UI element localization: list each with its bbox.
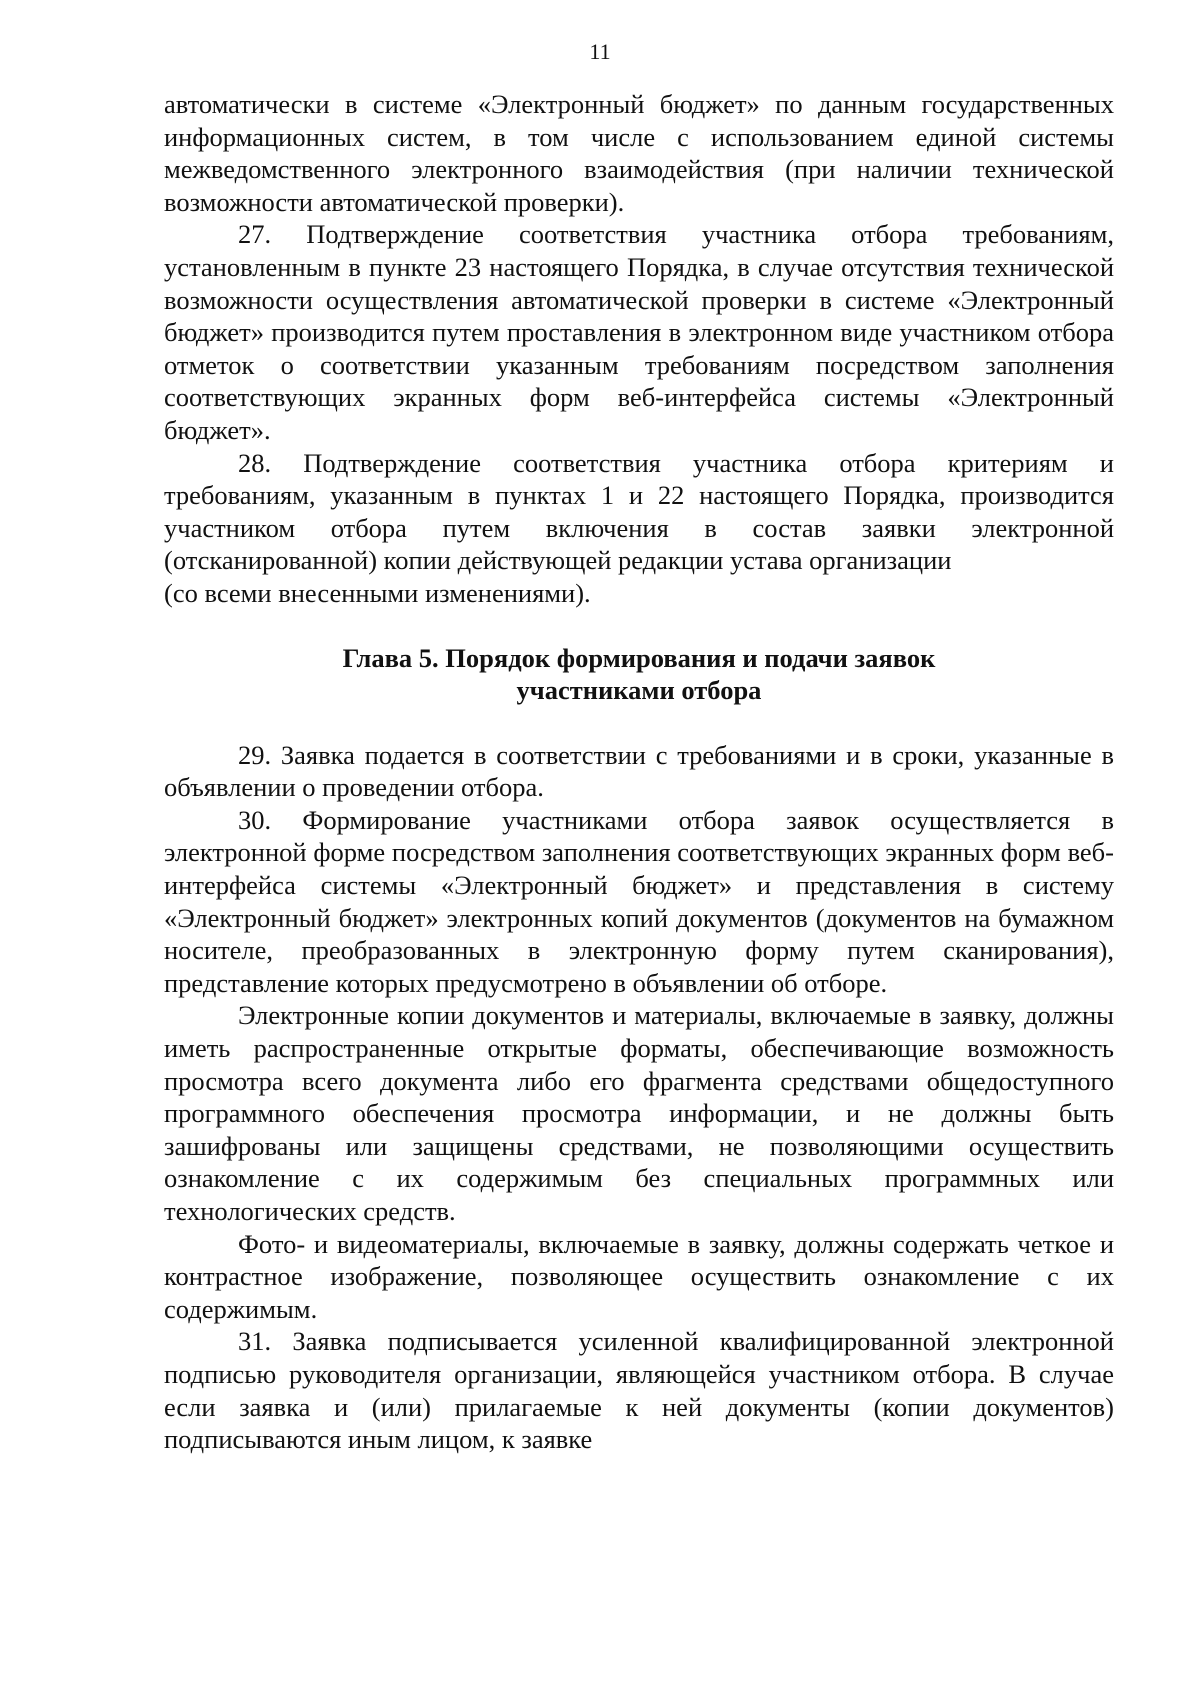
chapter-heading: [164, 642, 1114, 707]
paragraph-item-27: 27. Подтверждение соответствия участника отбора требованиям, установленным в пункте 23 настоящего Порядка, в случае отсутствия технической возможности осуществления автоматической проверки в системе «Электронный бюджет» производится путем проставления в электронном виде участником отбора отметок о соответствии указанным требованиям посредством заполнения соответствующих экранных форм веб-интерфейса системы «Электронный бюджет».: [164, 219, 1114, 445]
paragraph-item-28: 28. Подтверждение соответствия участника отбора критериям и требованиям, указанным в пунктах 1 и 22 настоящего Порядка, производится участником отбора путем включения в состав заявки электронной (отсканированной) копии действующей редакции устава организации: [164, 447, 1114, 576]
paragraph-item-30: 30. Формирование участниками отбора заявок осуществляется в электронной форме посредством заполнения соответствующих экранных форм веб-интерфейса системы «Электронный бюджет» и представления в систему «Электронный бюджет» электронных копий документов (документов на бумажном носителе, преобразованных в электронную форму путем сканирования), представление которых предусмотрено в объявлении об отборе.: [164, 804, 1114, 998]
paragraph-electronic-copies: Электронные копии документов и материалы, включаемые в заявку, должны иметь распространенные открытые форматы, обеспечивающие возможность просмотра всего документа либо его фрагмента средствами общедоступного программного обеспечения просмотра информации, и не должны быть зашифрованы или защищены средствами, не позволяющими осуществить ознакомление с их содержимым без специальных программных или технологических средств.: [164, 1000, 1114, 1226]
chapter-heading-line-2: участниками отбора: [516, 675, 762, 706]
paragraph-item-29: 29. Заявка подается в соответствии с требованиями и в сроки, указанные в объявлении о проведении отбора.: [164, 739, 1114, 803]
document-body: [164, 88, 1114, 1456]
chapter-heading-line-1: Глава 5. Порядок формирования и подачи заявок: [342, 642, 936, 673]
page-number: 11: [589, 39, 611, 64]
paragraph-item-31: 31. Заявка подписывается усиленной квалифицированной электронной подписью руководителя организации, являющейся участником отбора. В случае если заявка и (или) прилагаемые к ней документы (копии документов) подписываются иным лицом, к заявке: [164, 1326, 1114, 1455]
paragraph-continuation: автоматически в системе «Электронный бюджет» по данным государственных информационных систем, в том числе с использованием единой системы межведомственного электронного взаимодействия (при наличии технической возможности автоматической проверки).: [164, 89, 1114, 217]
paragraph-item-28-tail: (со всеми внесенными изменениями).: [164, 577, 591, 608]
paragraph-photo-video: Фото- и видеоматериалы, включаемые в заявку, должны содержать четкое и контрастное изображение, позволяющее осуществить ознакомление с их содержимым.: [164, 1228, 1114, 1324]
